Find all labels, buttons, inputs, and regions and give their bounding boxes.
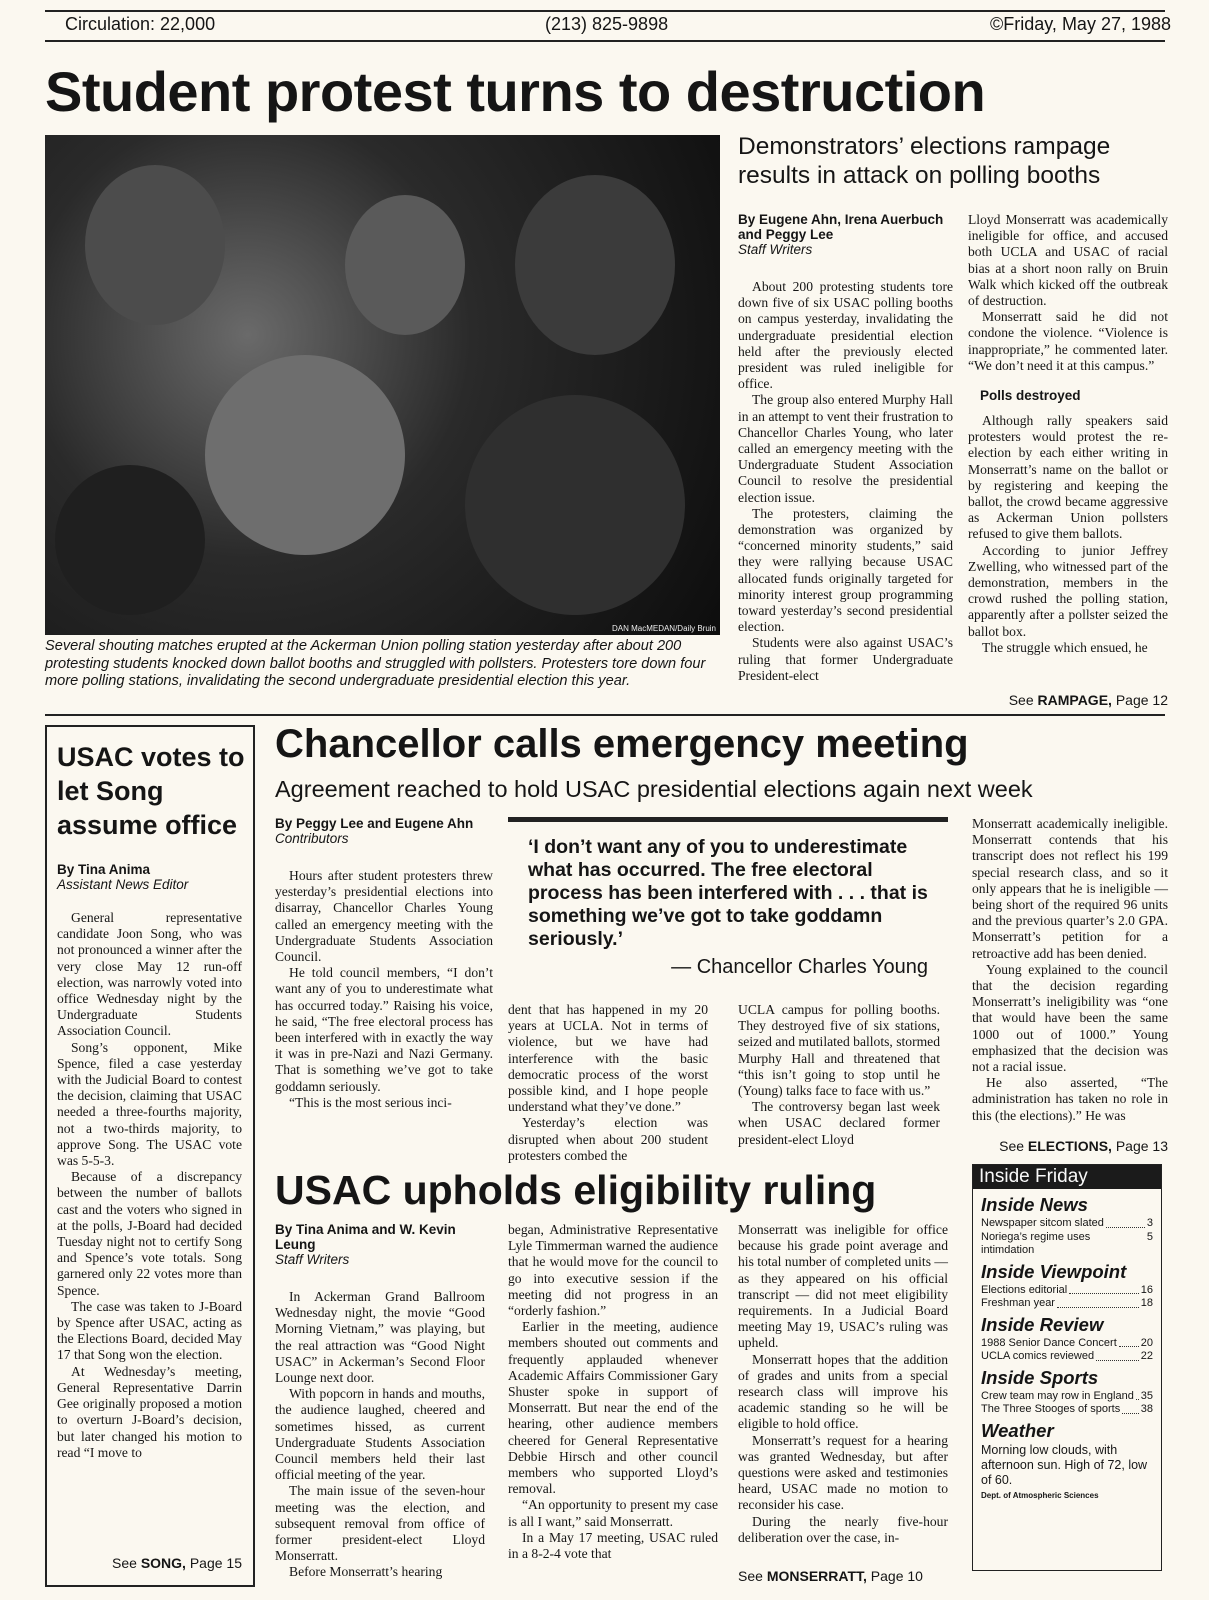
lead-byline: By Eugene Ahn, Irena Auerbuch and Peggy Lee Staff Writers [738, 212, 953, 257]
eligibility-paragraph: “An opportunity to present my case is all I want,” said Monserratt. [508, 1497, 718, 1529]
photo-caption: Several shouting matches erupted at the Ackerman Union polling station yesterday after about 200 protesting students knocked down ballot booths and struggled with pollsters. Protesters tore down four more polling stations, invalidating the second undergraduate presidential election this year. [45, 638, 706, 689]
emergency-headline: Chancellor calls emergency meeting [275, 722, 969, 766]
eligibility-paragraph: In Ackerman Grand Ballroom Wednesday night, the movie “Good Morning Vietnam,” was playing, but the real attraction was “Good Night USAC” in Ackerman’s Second Floor Lounge next door. [275, 1289, 485, 1386]
eligibility-headline: USAC upholds eligibility ruling [275, 1167, 877, 1213]
emergency-byline: By Peggy Lee and Eugene Ahn Contributors [275, 816, 493, 846]
inside-item[interactable]: The Three Stooges of sports 38 [981, 1403, 1153, 1415]
lead-paragraph: Lloyd Monserratt was academically ineligible for office, and accused both UCLA and USAC of racial bias at a short noon rally on Bruin Walk which kicked off the outbreak of destruction. [968, 212, 1168, 309]
eligibility-paragraph: Monserratt was ineligible for office because his grade point average and his total number of completed units — as they appeared on his official transcript — did not meet eligibility requirements. In a Judicial Board meeting May 19, USAC’s ruling was upheld. [738, 1222, 948, 1351]
eligibility-column-2 [508, 1222, 718, 1597]
inside-review-heading: Inside Review [981, 1313, 1104, 1335]
emergency-column-3 [738, 1002, 940, 1154]
eligibility-paragraph: Before Monserratt’s hearing [289, 1564, 443, 1580]
circulation: Circulation: 22,000 [65, 14, 216, 34]
song-paragraph: General representative candidate Joon Song, who was not pronounced a winner after the very close May 12 run-off election, was narrowly voted into office Wednesday night by the Undergraduate Students Association Council. [57, 910, 242, 1039]
inside-item[interactable]: 1988 Senior Dance Concert 20 [981, 1336, 1153, 1349]
polls-destroyed-subhead: Polls destroyed [980, 388, 1081, 404]
lead-deck: Demonstrators’ elections rampage results in attack on polling booths [738, 133, 1111, 189]
lead-paragraph: According to junior Jeffrey Zwelling, who witnessed part of the demonstration, members in the crowd rushed the polling station, apparently after a pollster seized the ballot box. [968, 542, 1168, 639]
photo-credit: DAN MacMEDAN/Daily Bruin [611, 624, 716, 633]
inside-news-heading: Inside News [981, 1194, 1088, 1215]
weather-source: Dept. of Atmospheric Sciences [981, 1490, 1099, 1500]
lead-paragraph: Monserratt said he did not condone the violence. “Violence is inappropriate,” he commented later. “We don’t need it at this campus.” [968, 309, 1168, 373]
lead-paragraph: The struggle which ensued, he [982, 639, 1148, 655]
inside-item[interactable]: Crew team may row in England 35 [981, 1389, 1153, 1402]
lead-paragraph: Students were also against USAC’s ruling that former Undergraduate President-elect [738, 635, 953, 683]
emergency-paragraph: “This is the most serious inci- [289, 1094, 452, 1110]
elections-jump[interactable]: See ELECTIONS, Page 13 [999, 1138, 1168, 1154]
lead-paragraph: Although rally speakers said protesters would protest the re-election by each either writing in Monserratt’s name on the ballot or by registering and keeping the ballot, the crowd became aggressive as Ackerman Union pollsters refused to give them ballots. [968, 413, 1168, 542]
protest-photo [45, 135, 720, 635]
pull-quote-rule [508, 817, 948, 822]
issue-date: ©Friday, May 27, 1988 [990, 14, 1172, 34]
phone-number: (213) 825-9898 [545, 14, 669, 34]
masthead-top-rule [45, 10, 1165, 12]
inside-item[interactable]: Elections editorial 16 [981, 1283, 1153, 1296]
lead-column-2 [968, 212, 1168, 677]
weather-forecast: Morning low clouds, with afternoon sun. High of 72, low of 60. [981, 1442, 1148, 1487]
emergency-column-1 [275, 816, 493, 1154]
pull-quote-attribution: — Chancellor Charles Young [671, 956, 928, 978]
song-paragraph: Song’s opponent, Mike Spence, filed a case yesterday with the Judicial Board to contest the decision, claiming that USAC needed a three-fourths majority, not a two-thirds majority, to approve Song. The USAC vote was 5-5-3. [57, 1039, 242, 1169]
inside-friday-box [972, 1164, 1162, 1571]
rampage-jump[interactable]: See RAMPAGE, Page 12 [1008, 692, 1168, 708]
emergency-paragraph: He also asserted, “The administration has taken no role in this (the elections).” He was [972, 1075, 1168, 1123]
inside-item[interactable]: Noriega’s regime uses intimdation 5 [981, 1230, 1153, 1256]
weather-heading: Weather [981, 1419, 1054, 1441]
song-jump[interactable]: See SONG, Page 15 [112, 1555, 242, 1571]
emergency-byline-role: Contributors [275, 831, 349, 846]
eligibility-paragraph: The main issue of the seven-hour meeting was the election, and subsequent removal from office of former president-elect Lloyd Monserratt. [275, 1483, 485, 1564]
emergency-paragraph: Monserratt academically ineligible. Monserratt contends that his transcript does not reflect his 199 special research class, and so it only appears that he is ineligible — being short of the required 96 units and the previous quarter’s 2.0 GPA. Monserratt’s petition for a retroactive add has been denied. [972, 816, 1168, 961]
eligibility-column-3 [738, 1222, 948, 1562]
eligibility-paragraph: Monserratt’s request for a hearing was granted Wednesday, but after questions were asked and testimonies heard, USAC made no motion to reconsider his case. [738, 1432, 948, 1513]
lead-column-1 [738, 212, 953, 707]
inside-viewpoint-heading: Inside Viewpoint [981, 1260, 1127, 1282]
emergency-paragraph: UCLA campus for polling booths. They destroyed five of six stations, seized and mutilated ballots, stormed Murphy Hall and threatened that “this isn’t going to stop until he (Young) talks face to face with us.” [738, 1002, 940, 1099]
lead-paragraph: About 200 protesting students tore down five of six USAC polling booths on campus yesterday, invalidating the undergraduate presidential election held after the previously elected president was ruled ineligible for office. [738, 279, 953, 392]
eligibility-byline: By Tina Anima and W. Kevin Leung Staff Writers [275, 1222, 485, 1267]
eligibility-paragraph: With popcorn in hands and mouths, the audience laughed, cheered and sometimes hissed, as current Undergraduate Students Association Council members held their last official meeting of the year. [275, 1386, 485, 1483]
emergency-paragraph: Yesterday’s election was disrupted when about 200 student protesters combed the [508, 1115, 708, 1163]
emergency-paragraph: dent that has happened in my 20 years at UCLA. Not in terms of violence, but we have had interference with the basic democratic process of the worst possible kind, and I hope people understand what they’ve done.” [508, 1002, 708, 1115]
eligibility-paragraph: Monserratt hopes that the addition of grades and units from a special research class will improve his academic standing so he will be eligible to hold office. [738, 1351, 948, 1432]
monserratt-jump[interactable]: See MONSERRATT, Page 10 [738, 1568, 923, 1584]
emergency-column-2 [508, 1002, 708, 1163]
emergency-paragraph: He told council members, “I don’t want any of you to underestimate what has occurred today.” Raising his voice, he said, “The free electoral process has been interfered with in exactly the way it was in pre-Nazi and Nazi Germany. That is something we’ve got to take goddamn seriously. [275, 965, 493, 1094]
eligibility-paragraph: began, Administrative Representative Lyle Timmerman warned the audience that he would move for the council to go into executive session if the meeting did not progress in an “orderly fashion.” [508, 1222, 718, 1319]
song-paragraph: At Wednesday’s meeting, General Representative Darrin Gee originally proposed a motion to overturn J-Board’s decision, but later changed his motion to read “I move to [57, 1363, 242, 1460]
song-headline: USAC votes to let Song assume office [57, 742, 245, 840]
song-byline-role: Assistant News Editor [57, 877, 189, 892]
inside-sports-heading: Inside Sports [981, 1366, 1099, 1388]
emergency-column-4 [972, 816, 1168, 1128]
inside-item[interactable]: Newspaper sitcom slated 3 [981, 1217, 1153, 1229]
song-column [57, 862, 242, 1542]
masthead-bottom-rule [45, 40, 1165, 42]
inside-friday-title: Inside Friday [973, 1165, 1161, 1189]
lead-paragraph: The protesters, claiming the demonstration was organized by “concerned minority students,” said they were rallying because USAC allocated funds originally targeted for minority interest group programming toward yesterday’s second presidential election. [738, 505, 953, 635]
emergency-deck: Agreement reached to hold USAC presidential elections again next week [275, 776, 1033, 802]
section-divider [45, 714, 1165, 716]
eligibility-paragraph: During the nearly five-hour deliberation over the case, in- [738, 1513, 948, 1545]
lead-paragraph: The group also entered Murphy Hall in an attempt to vent their frustration to Chancellor Charles Young, who later called an emergency meeting with the Undergraduate Student Association Council to resolve the presidential election issue. [738, 392, 953, 505]
song-paragraph: Because of a discrepancy between the number of ballots cast and the voters who signed in at the polls, J-Board had decided Tuesday night not to certify Song and Spence’s vote totals. Song garnered only 22 votes more than Spence. [57, 1169, 242, 1298]
emergency-paragraph: Young explained to the council that the decision regarding Monserratt’s ineligibility was “one that would have been the same 1000 out of 1000.” Young emphasized that the decision was not a racial issue. [972, 961, 1168, 1075]
lead-byline-role: Staff Writers [738, 242, 813, 257]
emergency-paragraph: Hours after student protesters threw yesterday’s presidential elections into disarray, Chancellor Charles Young called an emergency meeting with the Undergraduate Students Association Council. [275, 868, 493, 965]
emergency-paragraph: The controversy began last week when USAC declared former president-elect Lloyd [738, 1099, 940, 1147]
lead-headline: Student protest turns to destruction [45, 60, 986, 123]
eligibility-byline-role: Staff Writers [275, 1252, 350, 1267]
inside-item[interactable]: UCLA comics reviewed 22 [981, 1350, 1153, 1362]
inside-item[interactable]: Freshman year 18 [981, 1297, 1153, 1309]
eligibility-paragraph: Earlier in the meeting, audience members shouted out comments and frequently applauded whenever Academic Affairs Commissioner Gary Shuster spoke in support of Monserratt. But near the end of the hearing, other audience members cheered for General Representative Debbie Hirsch and other council members who supported Lloyd’s removal. [508, 1319, 718, 1497]
song-byline: By Tina Anima Assistant News Editor [57, 862, 242, 892]
song-paragraph: The case was taken to J-Board by Spence after USAC, acting as the Elections Board, decided May 17 that Song won the election. [57, 1298, 242, 1363]
eligibility-column-1 [275, 1222, 485, 1597]
eligibility-paragraph: In a May 17 meeting, USAC ruled in a 8-2-4 vote that [508, 1529, 718, 1562]
pull-quote: ‘I don’t want any of you to underestimate what has occurred. The free electoral process has been interfered with . . . that is something we’ve got to take goddamn seriously.’ [528, 836, 928, 950]
